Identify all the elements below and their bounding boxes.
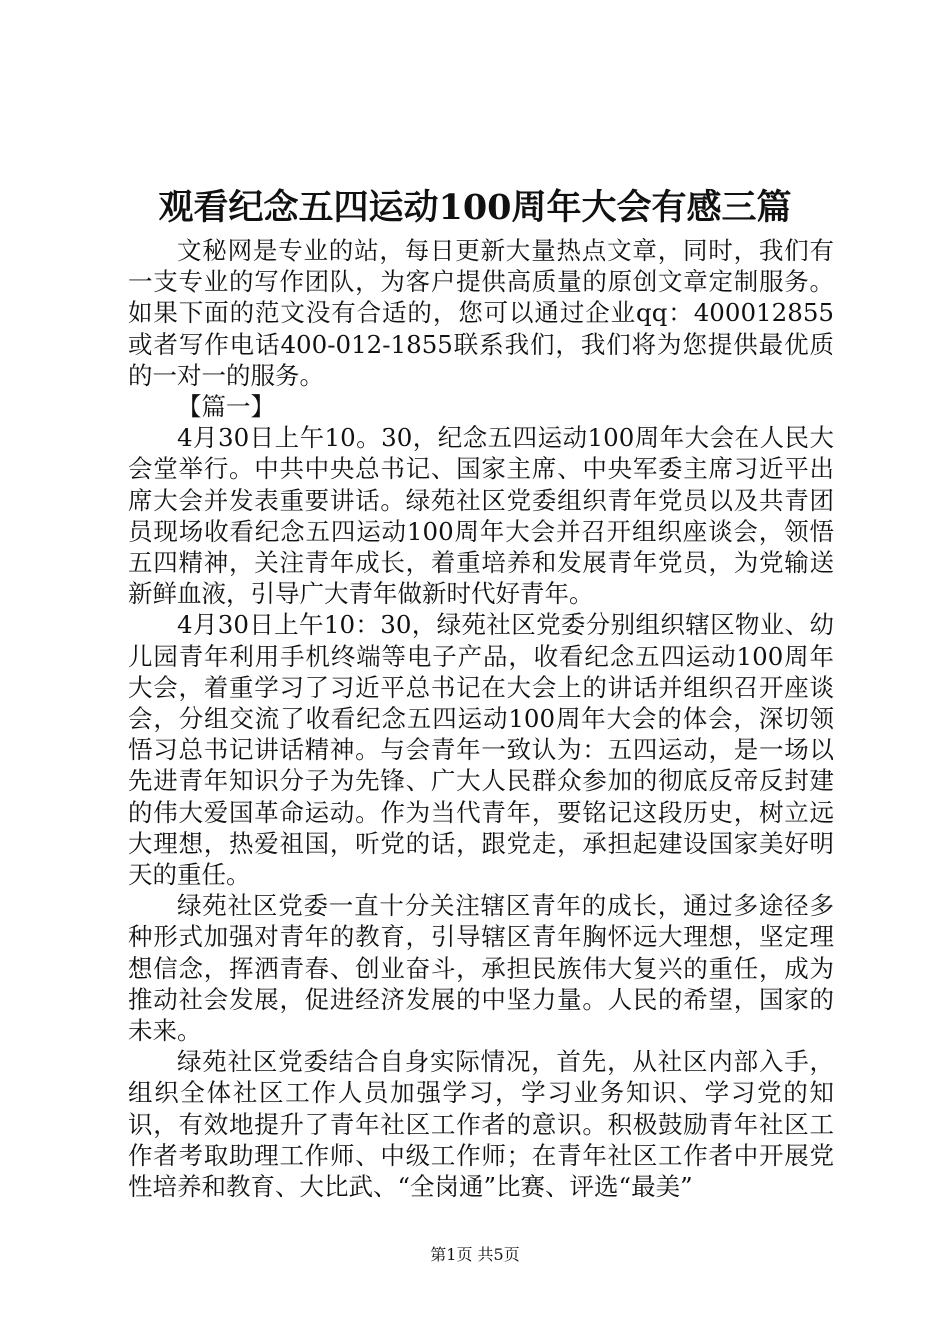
body-paragraph: 4月30日上午10。30，纪念五四运动100周年大会在人民大会堂举行。中共中央总书记、国家主席、中央军委主席习近平出席大会并发表重要讲话。绿苑社区党委组织青年党员以及共青团员现场收看纪念五四运动100周年大会并召开组织座谈会，领悟五四精神，关注青年成长，着重培养和发展青年党员，为党输送新鲜血液，引导广大青年做新时代好青年。 <box>128 423 834 609</box>
body-paragraph: 4月30日上午10：30，绿苑社区党委分别组织辖区物业、幼儿园青年利用手机终端等电子产品，收看纪念五四运动100周年大会，着重学习了习近平总书记在大会上的讲话并组织召开座谈会，分组交流了收看纪念五四运动100周年大会的体会，深切领悟习总书记讲话精神。与会青年一致认为：五四运动，是一场以先进青年知识分子为先锋、广大人民群众参加的彻底反帝反封建的伟大爱国革命运动。作为当代青年，要铭记这段历史，树立远大理想，热爱祖国，听党的话，跟党走，承担起建设国家美好明天的重任。 <box>128 610 834 890</box>
body-paragraph: 绿苑社区党委结合自身实际情况，首先，从社区内部入手，组织全体社区工作人员加强学习，学习业务知识、学习党的知识，有效地提升了青年社区工作者的意识。积极鼓励青年社区工作者考取助理工作师、中级工作师；在青年社区工作者中开展党性培养和教育、大比武、“全岗通”比赛、评选“最美” <box>128 1047 834 1202</box>
intro-paragraph: 文秘网是专业的站，每日更新大量热点文章，同时，我们有一支专业的写作团队，为客户提供高质量的原创文章定制服务。如果下面的范文没有合适的，您可以通过企业qq：400012855或者写作电话400-012-1855联系我们，我们将为您提供最优质的一对一的服务。 <box>128 236 834 390</box>
document-title: 观看纪念五四运动100周年大会有感三篇 <box>158 187 792 228</box>
body-paragraph: 绿苑社区党委一直十分关注辖区青年的成长，通过多途径多种形式加强对青年的教育，引导辖区青年胸怀远大理想，坚定理想信念，挥洒青春、创业奋斗，承担民族伟大复兴的重任，成为推动社会发展，促进经济发展的中坚力量。人民的希望，国家的未来。 <box>128 891 834 1046</box>
page-footer: 第1页 共5页 <box>430 1245 520 1264</box>
document-body <box>128 235 834 1202</box>
section-heading: 【篇一】 <box>177 392 275 422</box>
